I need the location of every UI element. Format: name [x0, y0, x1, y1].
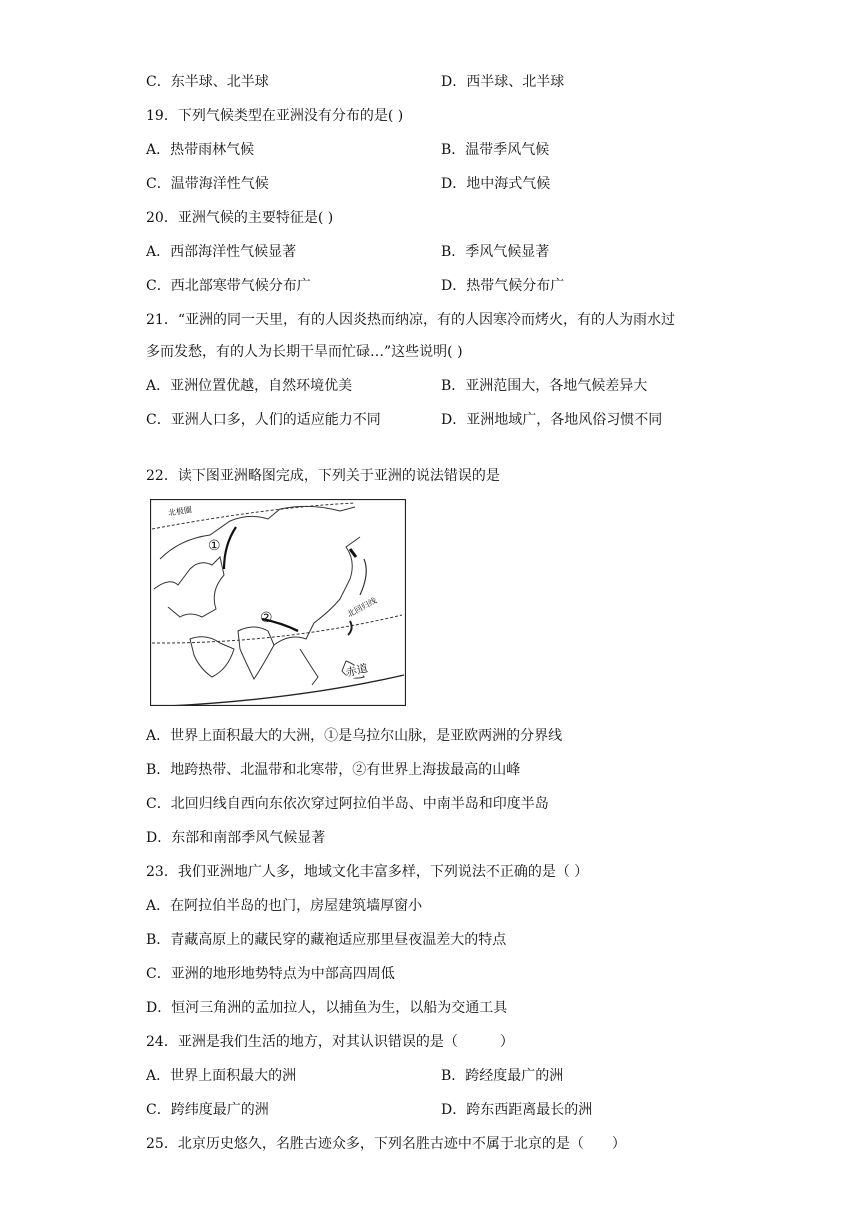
q20-option-c: C．西北部寒带气候分布广 — [146, 278, 311, 294]
q24-option-d: D．跨东西距离最长的洲 — [441, 1102, 593, 1118]
q18-option-c: C．东半球、北半球 — [146, 74, 269, 90]
q19-option-c: C．温带海洋性气候 — [146, 176, 269, 192]
q23-option-b: B．青藏高原上的藏民穿的藏袍适应那里昼夜温差大的特点 — [146, 932, 507, 948]
q18-option-d: D．西半球、北半球 — [441, 74, 565, 90]
map-marker-1: ① — [208, 538, 221, 554]
tropic-of-cancer-label: 北回归线 — [345, 596, 379, 619]
q23-option-c: C．亚洲的地形地势特点为中部高四周低 — [146, 966, 395, 982]
q25-stem: 25．北京历史悠久，名胜古迹众多，下列名胜古迹中不属于北京的是（ ） — [146, 1136, 626, 1152]
q21-option-a: A．亚洲位置优越，自然环境优美 — [146, 378, 353, 394]
q19-option-b: B．温带季风气候 — [441, 142, 550, 158]
q24-stem: 24．亚洲是我们生活的地方，对其认识错误的是（ ） — [146, 1034, 514, 1050]
q19-option-a: A．热带雨林气候 — [146, 142, 255, 158]
q22-option-d: D．东部和南部季风气候显著 — [146, 830, 326, 846]
q20-option-d: D．热带气候分布广 — [441, 278, 565, 294]
q22-option-c: C．北回归线自西向东依次穿过阿拉伯半岛、中南半岛和印度半岛 — [146, 796, 549, 812]
q22-stem: 22．读下图亚洲略图完成，下列关于亚洲的说法错误的是 — [146, 468, 500, 484]
q24-option-a: A．世界上面积最大的洲 — [146, 1068, 297, 1084]
q21-option-d: D．亚洲地域广，各地风俗习惯不同 — [441, 412, 663, 428]
q21-stem-line2: 多而发愁，有的人为长期干旱而忙碌…”这些说明( ) — [146, 344, 463, 360]
q21-option-b: B．亚洲范围大，各地气候差异大 — [441, 378, 648, 394]
q22-option-a: A．世界上面积最大的大洲，①是乌拉尔山脉，是亚欧两洲的分界线 — [146, 728, 563, 744]
q24-option-c: C．跨纬度最广的洲 — [146, 1102, 269, 1118]
q20-option-a: A．西部海洋性气候显著 — [146, 244, 297, 260]
q23-option-d: D．恒河三角洲的孟加拉人，以捕鱼为生，以船为交通工具 — [146, 1000, 508, 1016]
q21-option-c: C．亚洲人口多，人们的适应能力不同 — [146, 412, 381, 428]
q22-option-b: B．地跨热带、北温带和北寒带，②有世界上海拔最高的山峰 — [146, 762, 521, 778]
arctic-circle-label: 北极圈 — [167, 505, 193, 518]
q21-stem-line1: 21．“亚洲的同一天里，有的人因炎热而纳凉，有的人因寒冷而烤火，有的人为雨水过 — [146, 312, 675, 328]
q19-option-d: D．地中海式气候 — [441, 176, 551, 192]
equator-label: 赤道 — [344, 661, 370, 680]
q24-option-b: B．跨经度最广的洲 — [441, 1068, 564, 1084]
q23-stem: 23．我们亚洲地广人多，地域文化丰富多样，下列说法不正确的是（ ） — [146, 864, 589, 880]
q23-option-a: A．在阿拉伯半岛的也门，房屋建筑墙厚窗小 — [146, 898, 423, 914]
q20-stem: 20．亚洲气候的主要特征是( ) — [146, 210, 334, 226]
q20-option-b: B．季风气候显著 — [441, 244, 550, 260]
q19-stem: 19．下列气候类型在亚洲没有分布的是( ) — [146, 108, 404, 124]
map-marker-2: ② — [260, 610, 273, 626]
asia-sketch-map — [150, 499, 406, 706]
